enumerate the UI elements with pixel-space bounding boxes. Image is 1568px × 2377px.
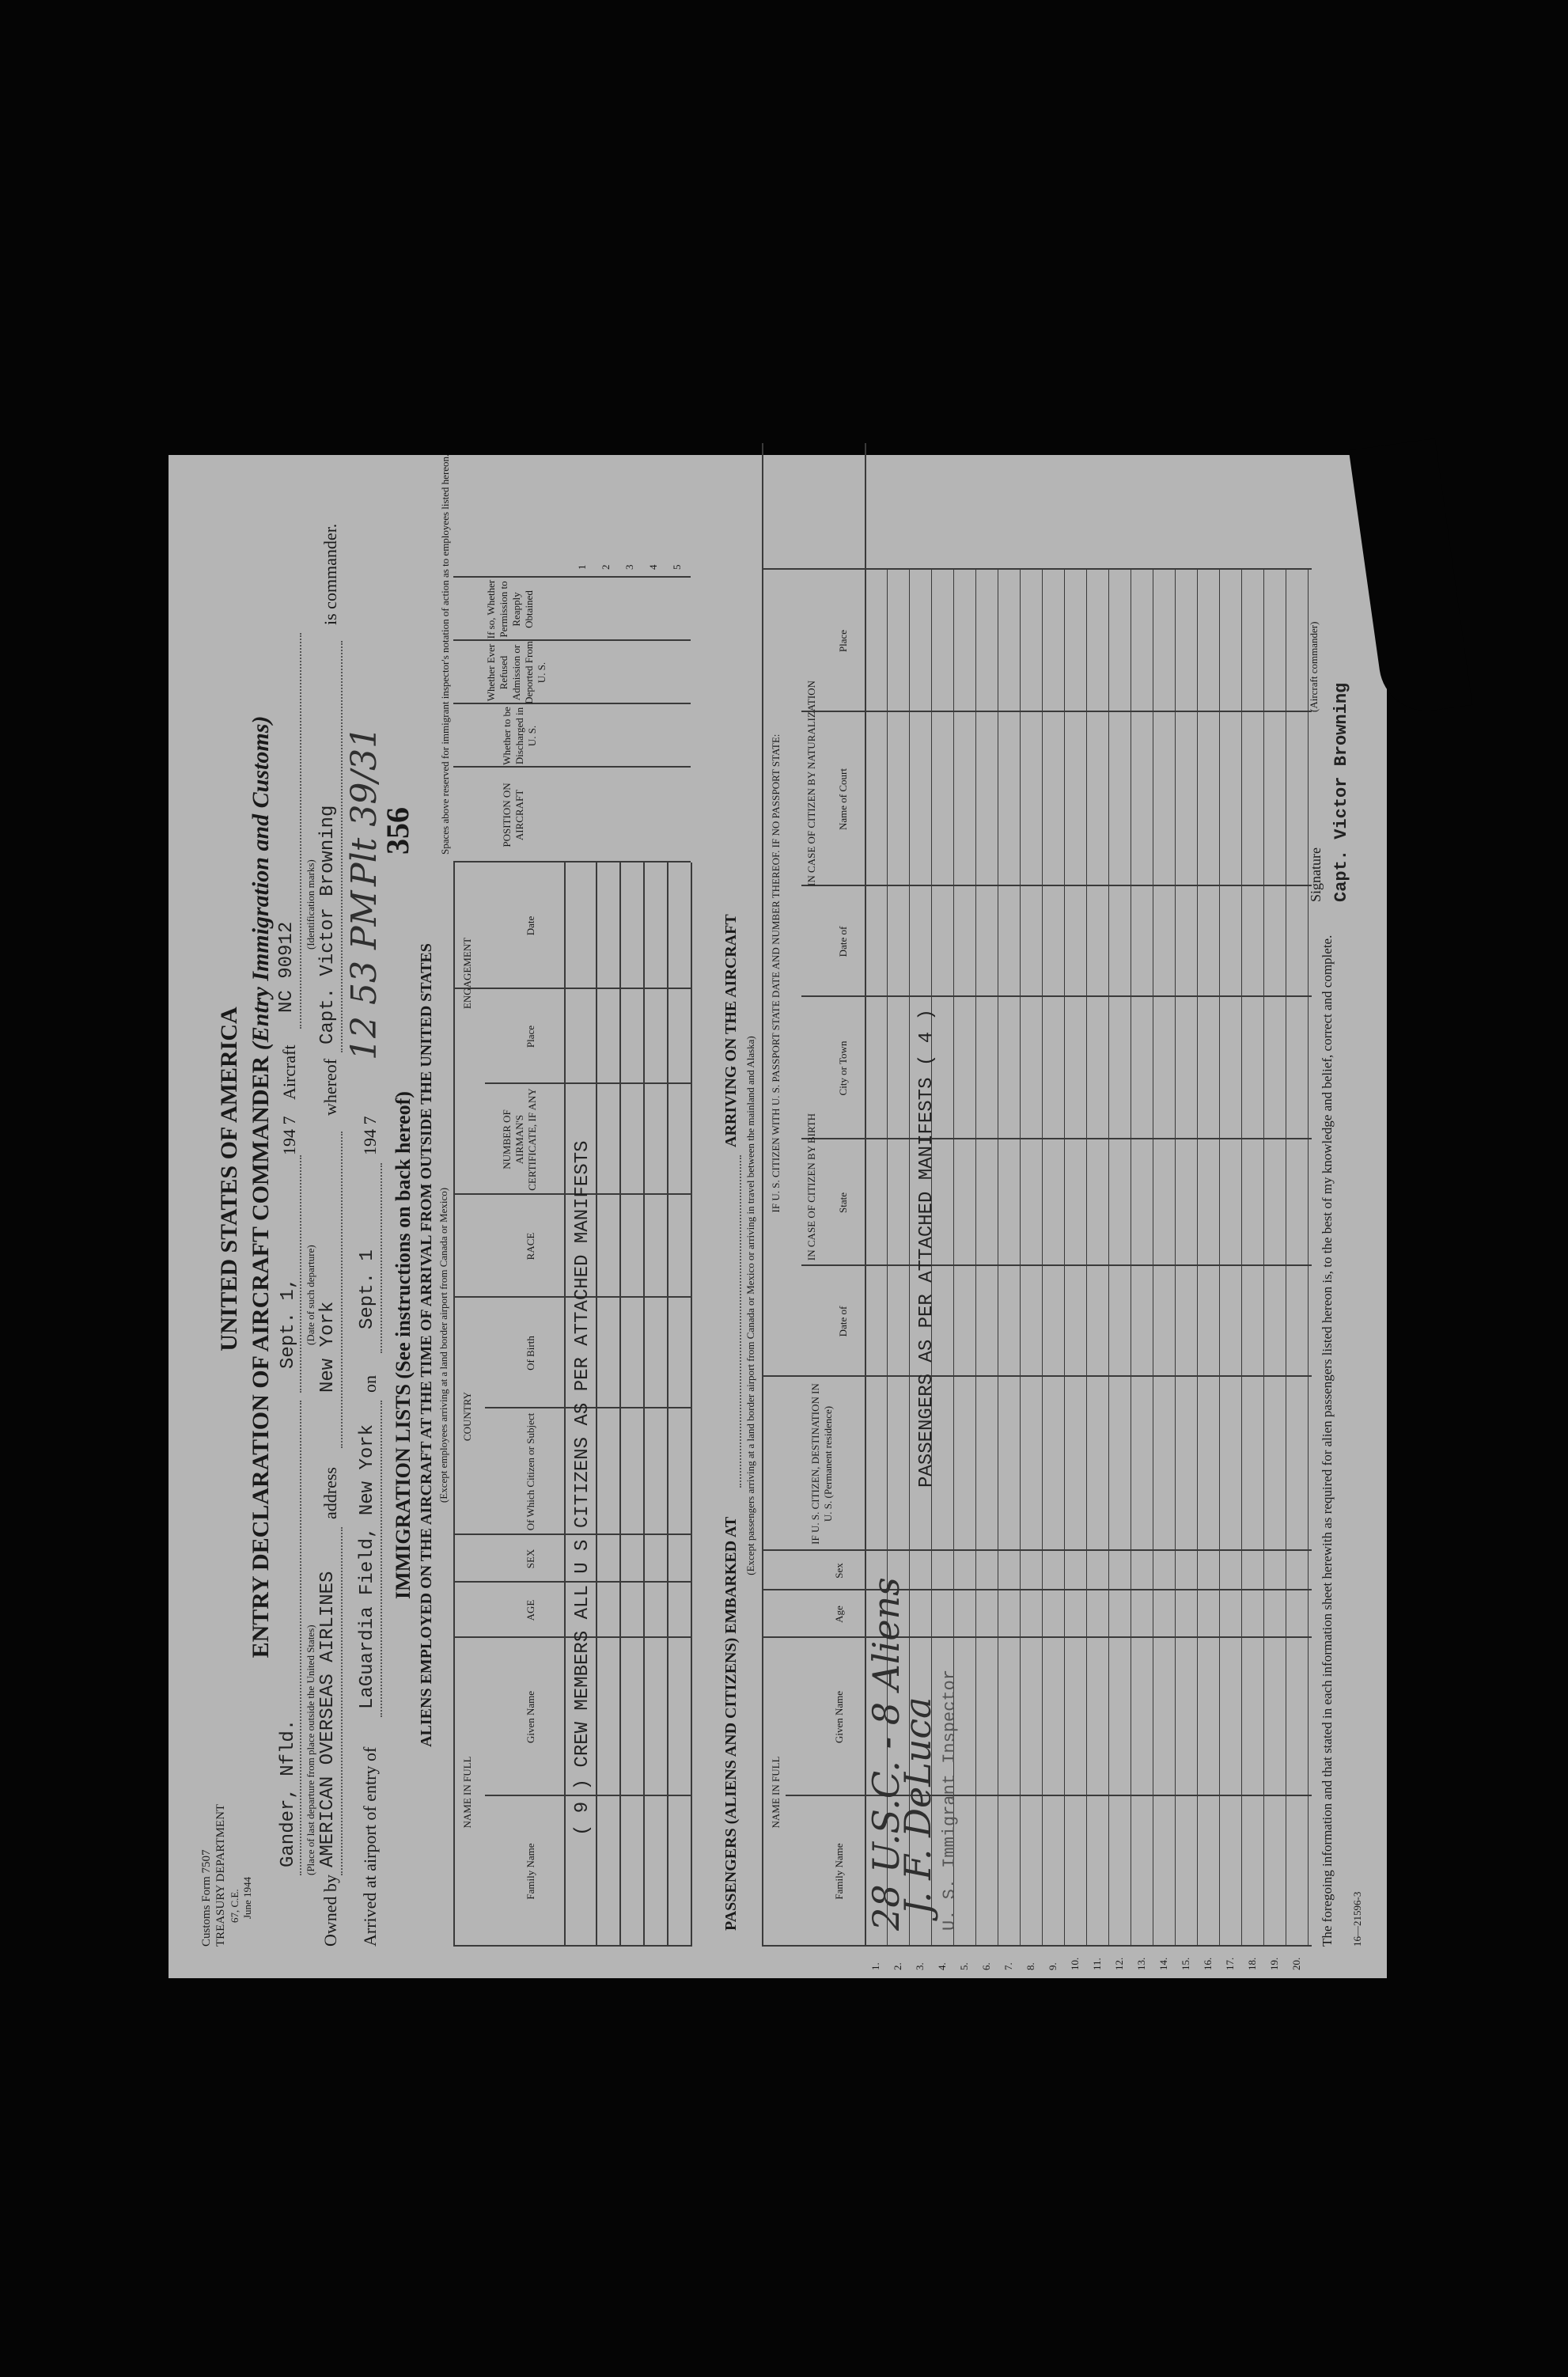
crew-citizen-header: Of Which Citizen or Subject (525, 1412, 536, 1531)
arrival-date: Sept. 1 (357, 1249, 378, 1329)
passenger-row-line (1308, 570, 1309, 1947)
handwritten-aliens-note: 28 U.S.C. - 8 Aliens (865, 1577, 907, 1931)
passenger-row-line (1197, 570, 1198, 1947)
passengers-subheading: (Except passengers arriving at a land border airport from Canada or Mexico or arriving in travel between the mainland and Alaska) (744, 1036, 756, 1575)
crew-country-header: COUNTRY (461, 1391, 473, 1442)
pax-given-name-header: Given Name (833, 1690, 845, 1744)
crew-name-header: NAME IN FULL (461, 1756, 473, 1829)
crew-note: ( 9 ) CREW MEMBERS ALL U S CITIZENS AS PER ATTACHED MANIFESTS (572, 1140, 593, 1836)
pax-destination-header: IF U. S. CITIZEN, DESTINATION IN U. S. (Permanent residence) (809, 1383, 834, 1545)
passenger-row-number: 6. (980, 1962, 992, 1970)
pax-nat-date-header: Date of (837, 926, 849, 957)
passengers-heading: PASSENGERS (ALIENS AND CITIZENS) EMBARKED AT (722, 1516, 740, 1931)
arrived-label: Arrived at airport of entry of (360, 1746, 380, 1947)
passenger-row-number: 14. (1157, 1957, 1169, 1970)
crew-date-header: Date (525, 916, 536, 936)
declaration-text: The foregoing information and that stated in each information sheet herewith as required for alien passengers listed hereon is, to the best of my knowledge and belief, correct and complete. (1320, 934, 1335, 1947)
crew-row-number: 5 (671, 564, 683, 570)
on-label: on (360, 1375, 380, 1393)
rotated-form-content (169, 455, 1387, 1978)
arrival-time-handwritten: 12 53 PM (344, 890, 384, 1060)
crew-row-number: 2 (600, 564, 612, 570)
pax-naturalization-header: IN CASE OF CITIZEN BY NATURALIZATION (805, 680, 817, 886)
pax-name-header: NAME IN FULL (770, 1756, 782, 1829)
inspector-stamp: U. S. Immigrant Inspector (940, 1669, 960, 1931)
passenger-row-number: 15. (1180, 1957, 1191, 1970)
departure-date: Sept. 1, (278, 1277, 299, 1369)
crew-place-header: Place (525, 1025, 536, 1048)
gate-handwritten: Plt 39/31 (344, 726, 384, 886)
passenger-row-number: 1. (869, 1962, 881, 1970)
departure-date-caption: (Date of such departure) (305, 1245, 316, 1345)
passenger-row-number: 9. (1047, 1962, 1059, 1970)
crew-row-number: 1 (576, 564, 588, 570)
crew-discharged-header: Whether to be Discharged in U. S. (501, 707, 538, 765)
departure-place: Gander, Nfld. (278, 1719, 299, 1867)
passenger-row-line (1042, 570, 1043, 1947)
passenger-row-number: 12. (1113, 1957, 1125, 1970)
aliens-subheading: (Except employees arriving at a land border airport from Canada or Mexico) (437, 1187, 449, 1503)
pax-court-header: Name of Court (837, 768, 849, 830)
aircraft-caption: (Identification marks) (305, 859, 316, 950)
passenger-row-number: 8. (1025, 1962, 1036, 1970)
passenger-row-number: 16. (1202, 1957, 1214, 1970)
passengers-note: PASSENGERS AS PER ATTACHED MANIFESTS ( 4 ) (916, 1009, 937, 1488)
department: TREASURY DEPARTMENT (214, 1803, 227, 1947)
aircraft-id: NC 90912 (276, 921, 297, 1013)
entry-declaration-form (169, 455, 1387, 1978)
passenger-row-line (1020, 570, 1021, 1947)
form-title: ENTRY DECLARATION OF AIRCRAFT COMMANDER (248, 1056, 274, 1659)
entry-number: 356 (380, 807, 415, 855)
handwritten-inspector-signature: J. F. DeLuca (896, 1697, 939, 1915)
crew-sex-header: SEX (525, 1549, 536, 1569)
commander-name: Capt. Victor Browning (317, 805, 339, 1044)
passenger-row-number: 11. (1091, 1958, 1103, 1970)
pax-place-header: Place (837, 629, 849, 653)
passenger-row-number: 20. (1290, 1957, 1302, 1970)
passenger-row-line (1219, 570, 1220, 1947)
passenger-row-number: 18. (1246, 1957, 1258, 1970)
crew-family-name-header: Family Name (525, 1843, 536, 1900)
passenger-row-line (1086, 570, 1087, 1947)
form-number: Customs Form 7507 (200, 1849, 213, 1947)
signature-label: Signature (1308, 847, 1324, 902)
passenger-row-line (1263, 570, 1264, 1947)
passenger-row-number: 4. (936, 1962, 948, 1970)
immigration-heading: IMMIGRATION LISTS (See instructions on back hereof) (392, 1091, 415, 1599)
passenger-row-line (975, 570, 976, 1947)
passenger-row-number: 10. (1069, 1957, 1081, 1970)
passenger-row-number: 13. (1135, 1957, 1147, 1970)
crew-row-number: 4 (647, 564, 659, 570)
is-commander: is commander. (320, 523, 340, 625)
crew-deported-header: Whether Ever Refused Admission or Deported From U. S. (485, 641, 547, 704)
print-code: 16—21596-3 (1351, 1891, 1363, 1947)
revision-date: June 1944 (241, 1876, 253, 1919)
crew-cert-header: NUMBER OF AIRMAN'S CERTIFICATE, IF ANY (501, 1088, 538, 1191)
arrival-airport: LaGuardia Field, New York (357, 1424, 378, 1709)
passenger-row-line (1108, 570, 1109, 1947)
crew-position-header: POSITION ON AIRCRAFT (501, 783, 525, 847)
pax-family-name-header: Family Name (833, 1843, 845, 1900)
pax-age-header: Age (833, 1606, 845, 1623)
arriving-heading: ARRIVING ON THE AIRCRAFT (722, 914, 740, 1147)
address-label: address (320, 1467, 340, 1519)
pax-state-header: State (837, 1192, 849, 1213)
signature-caption: (Aircraft commander) (1308, 621, 1320, 712)
commander-signature: Capt. Victor Browning (1331, 682, 1351, 902)
reserved-note: Spaces above reserved for immigrant inspector's notation of action as to employees listed hereon. (439, 453, 451, 855)
owner: AMERICAN OVERSEAS AIRLINES (317, 1571, 339, 1867)
year-1: 194 7 (279, 1116, 299, 1155)
pax-birth-header: IN CASE OF CITIZEN BY BIRTH (805, 1113, 817, 1261)
crew-age-header: AGE (525, 1599, 536, 1621)
act-reference: 67, C.E. (229, 1889, 241, 1923)
passenger-row-number: 17. (1224, 1957, 1236, 1970)
pax-city-header: City or Town (837, 1041, 849, 1096)
pax-citizen-header: IF U. S. CITIZEN WITH U. S. PASSPORT STATE DATE AND NUMBER THEREOF. IF NO PASSPORT STATE: (770, 734, 782, 1213)
aliens-heading: ALIENS EMPLOYED ON THE AIRCRAFT AT THE TIME OF ARRIVAL FROM OUTSIDE THE UNITED STATES (418, 943, 435, 1747)
passenger-row-number: 3. (914, 1962, 926, 1970)
departure-place-caption: (Place of last departure from place outside the United States) (305, 1624, 316, 1875)
crew-permission-header: If so, Whether Permission to Reapply Obtained (485, 579, 535, 639)
whereof-label: whereof (320, 1058, 340, 1116)
passenger-row-line (1064, 570, 1065, 1947)
country-title: UNITED STATES OF AMERICA (216, 1007, 242, 1352)
form-subtitle: (Entry Immigration and Customs) (248, 715, 274, 1051)
year-2: 194 7 (360, 1116, 380, 1155)
pax-sex-header: Sex (833, 1563, 845, 1579)
passenger-row-number: 7. (1002, 1962, 1014, 1970)
passenger-row-line (1175, 570, 1176, 1947)
owner-address: New York (317, 1301, 339, 1393)
owned-by-label: Owned by (320, 1874, 340, 1947)
passenger-row-number: 5. (958, 1962, 970, 1970)
aircraft-label: Aircraft (279, 1044, 299, 1100)
crew-engagement-header: ENGAGEMENT (461, 937, 473, 1010)
passenger-row-line (1241, 570, 1242, 1947)
passenger-row-number: 19. (1268, 1957, 1280, 1970)
passenger-row-number: 2. (892, 1962, 903, 1970)
crew-given-name-header: Given Name (525, 1690, 536, 1744)
crew-race-header: RACE (525, 1232, 536, 1261)
crew-row-number: 3 (623, 564, 635, 570)
crew-birth-header: Of Birth (525, 1336, 536, 1370)
pax-birth-date-header: Date of (837, 1306, 849, 1337)
